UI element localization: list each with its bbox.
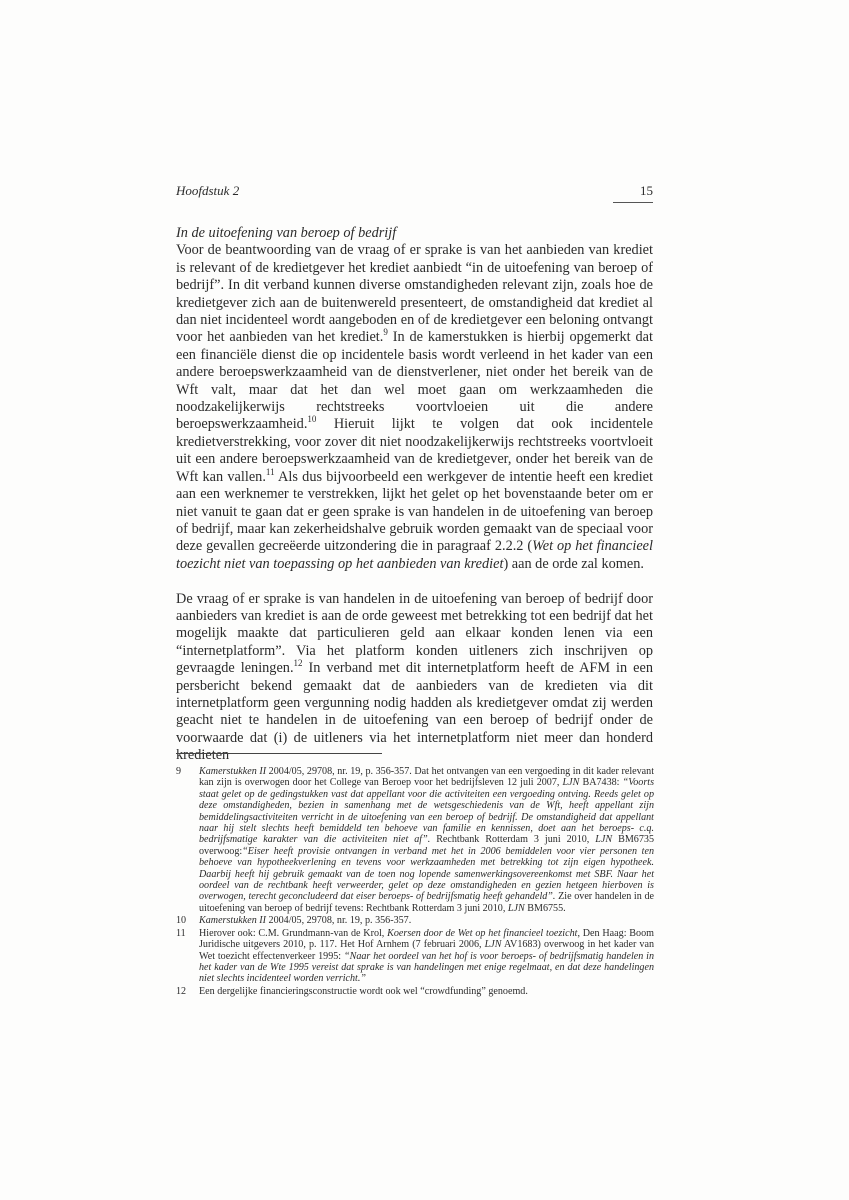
footnote-number: 12 — [176, 985, 187, 997]
chapter-title: Hoofdstuk 2 — [176, 183, 240, 198]
footnote-12 — [176, 986, 654, 997]
fn-italic: “Voorts staat gelet op de gedingstukken vast dat appellant voor die activiteiten een vergoeding ontving. Reeds gelet op deze omstandigheden, bezien in samenhang met de wetsgeschiedenis van de Wft, heeft appellant zijn bemiddelingsactiviteiten verricht in de uitoefening van een beroep of bedrijf. De omstandigheid dat appellant naar hij stelt slechts heeft bemiddeld ten behoeve van familie en kennissen, doet aan het beroeps- c.q. bedrijfsmatige karakter van die activiteiten niet af”. — [199, 777, 654, 846]
fn-italic: Koersen door de Wet op het financieel toezicht — [387, 927, 578, 939]
fn-italic: LJN — [507, 902, 525, 914]
fn-italic: Kamerstukken II — [199, 915, 266, 927]
paragraph-1-text: Als dus bijvoorbeeld een werkgever de intentie heeft een krediet aan een werknemer te verstrekken, lijkt het gelet op het bovenstaande beter om er niet vanuit te gaan dat er geen sprake is van handelen in de uitoefening van beroep of bedrijf, maar kan zekerheidshalve gebruik worden gemaakt van de speciaal voor deze gevallen gecreëerde uitzondering die in paragraaf 2.2.2 ( — [176, 468, 653, 555]
footnote-number: 11 — [176, 927, 186, 939]
footnote-ref-11[interactable]: 11 — [265, 466, 275, 477]
footnote-ref-10[interactable]: 10 — [307, 414, 317, 425]
fn-italic: “Eiser heeft provisie ontvangen in verband met het in 2006 bemiddelen voor vier personen ten behoeve van hypotheekverlening en tevens voor werkzaamheden met betrekking tot zijn eigen hypotheek. Daarbij heeft hij gebruik gemaakt van de toen nog lopende samenwerkingsovereenkomst met SBF. Naar het oordeel van de rechtbank heeft verweerder, gelet op deze omstandigheden en gezien hetgeen hierboven is overwogen, terecht geconcludeerd dat eiser beroeps- of bedrijfsmatig heeft gehandeld”. — [199, 845, 654, 903]
fn-text-part: Rechtbank Rotterdam 3 juni 2010, — [430, 834, 596, 846]
fn-italic: LJN — [595, 834, 613, 846]
header-rule — [613, 202, 653, 203]
footnote-ref-12[interactable]: 12 — [293, 658, 303, 669]
page-number: 15 — [640, 183, 653, 198]
body-text — [176, 225, 653, 765]
footnote-text — [199, 915, 654, 926]
footnote-text — [199, 766, 654, 914]
fn-text-part: Zie over handelen in de uitoefening van beroep of bedrijf tevens: Rechtbank Rotterdam 3 juni 2010, — [199, 891, 654, 914]
footnote-number: 10 — [176, 915, 187, 927]
paragraph-2-text: In verband met dit internetplatform heeft de AFM in een persbericht bekend gemaakt dat de aanbieders van de kredieten via dit internetplatform geen vergunning nodig hadden als kredietgever omdat zij werden geacht niet te handelen in de uitoefening van een beroep of bedrijf onder de voorwaarde dat (i) de uitleners via het internetplatform niet meer dan honderd kredieten — [176, 660, 653, 764]
paragraph-1-italic: Wet op het financieel toezicht niet van toepassing op het aanbieden van krediet — [176, 538, 653, 572]
fn-text-part: BM6735 overwoog: — [199, 834, 654, 857]
fn-italic: LJN — [562, 777, 580, 789]
paragraph-1-text: Hieruit lijkt te volgen dat ook incidentele kredietverstrekking, voor zover dit niet noodzakelijkerwijs rechtstreeks voortvloeit uit een andere beroepswerkzaamheid van de kredietgever, onder het bereik van de Wft kan vallen. — [176, 416, 653, 485]
paragraph-1 — [176, 242, 653, 573]
fn-text-part: 2004/05, 29708, nr. 19, p. 356-357. Dat het ontvangen van een vergoeding in dit kader relevant kan zijn is overwogen door het College van Beroep voor het bedrijfsleven 12 juli 2007, — [199, 766, 654, 789]
paragraph-2-text: De vraag of er sprake is van handelen in de uitoefening van beroep of bedrijf door aanbieders van krediet is aan de orde geweest met betrekking tot een bedrijf dat het mogelijk maakte dat particulieren geld aan elkaar konden lenen via een “internetplatform”. Via het platform konden uitleners zich inschrijven op gevraagde leningen. — [176, 590, 653, 677]
fn-italic: “Naar het oordeel van het hof is voor beroeps- of bedrijfsmatig handelen in het kader van de Wte 1995 vereist dat sprake is van handelingen met enige regelmaat, en dat deze handelingen niet slechts incidenteel worden verricht.” — [199, 950, 654, 985]
footnote-separator — [176, 753, 382, 754]
paragraph-2 — [176, 591, 653, 765]
fn-text-part: Hierover ook: C.M. Grundmann-van de Krol, — [199, 927, 388, 939]
paragraph-1-text: ) aan de orde zal komen. — [503, 555, 644, 572]
footnote-11 — [176, 928, 654, 985]
fn-text-part: BA7438: — [579, 777, 623, 789]
footnote-9 — [176, 766, 654, 914]
footnote-number: 9 — [176, 766, 182, 777]
running-header — [176, 183, 653, 201]
footnote-text — [199, 928, 654, 985]
fn-text-part: BM6755. — [524, 902, 566, 914]
fn-text-part: AV1683) overwoog in het kader van Wet toezicht effectenverkeer 1995: — [199, 939, 654, 962]
footnote-ref-9[interactable]: 9 — [383, 327, 388, 338]
section-heading: In de uitoefening van beroep of bedrijf — [176, 225, 397, 241]
fn-text-part: , Den Haag: Boom Juridische uitgevers 2010, p. 117. Het Hof Arnhem (7 februari 2006, — [199, 927, 654, 951]
fn-text-part: Een dergelijke financieringsconstructie wordt ook wel “crowdfunding” genoemd. — [199, 985, 528, 997]
fn-italic: LJN — [484, 939, 502, 951]
footnote-10 — [176, 915, 654, 926]
footnote-text — [199, 986, 654, 997]
paragraph-1-text: Voor de beantwoording van de vraag of er sprake is van het aanbieden van krediet is relevant of de kredietgever het krediet aanbiedt “in de uitoefening van beroep of bedrijf”. In dit verband kunnen diverse omstandigheden relevant zijn, zoals hoe de kredietgever zich aan de buitenwereld presenteert, de omstandigheid dat krediet al dan niet incidenteel wordt aangeboden en of de kredietgever een beloning ontvangt voor het aanbieden van het krediet. — [176, 242, 653, 346]
footnotes — [176, 766, 654, 998]
fn-text-part: 2004/05, 29708, nr. 19, p. 356-357. — [266, 915, 412, 927]
fn-italic: Kamerstukken II — [199, 766, 267, 777]
paragraph-1-text: In de kamerstukken is hierbij opgemerkt dat een financiële dienst die op incidentele basis wordt verleend in het kader van een andere beroepswerkzaamheid van de dienstverlener, niet onder het bereik van de Wft valt, maar dat het dan wel moet gaan om werkzaamheden die noodzakelijkerwijs rechtstreeks voortvloeien uit die andere beroepswerkzaamheid. — [176, 329, 653, 433]
paragraph-gap — [176, 573, 653, 590]
